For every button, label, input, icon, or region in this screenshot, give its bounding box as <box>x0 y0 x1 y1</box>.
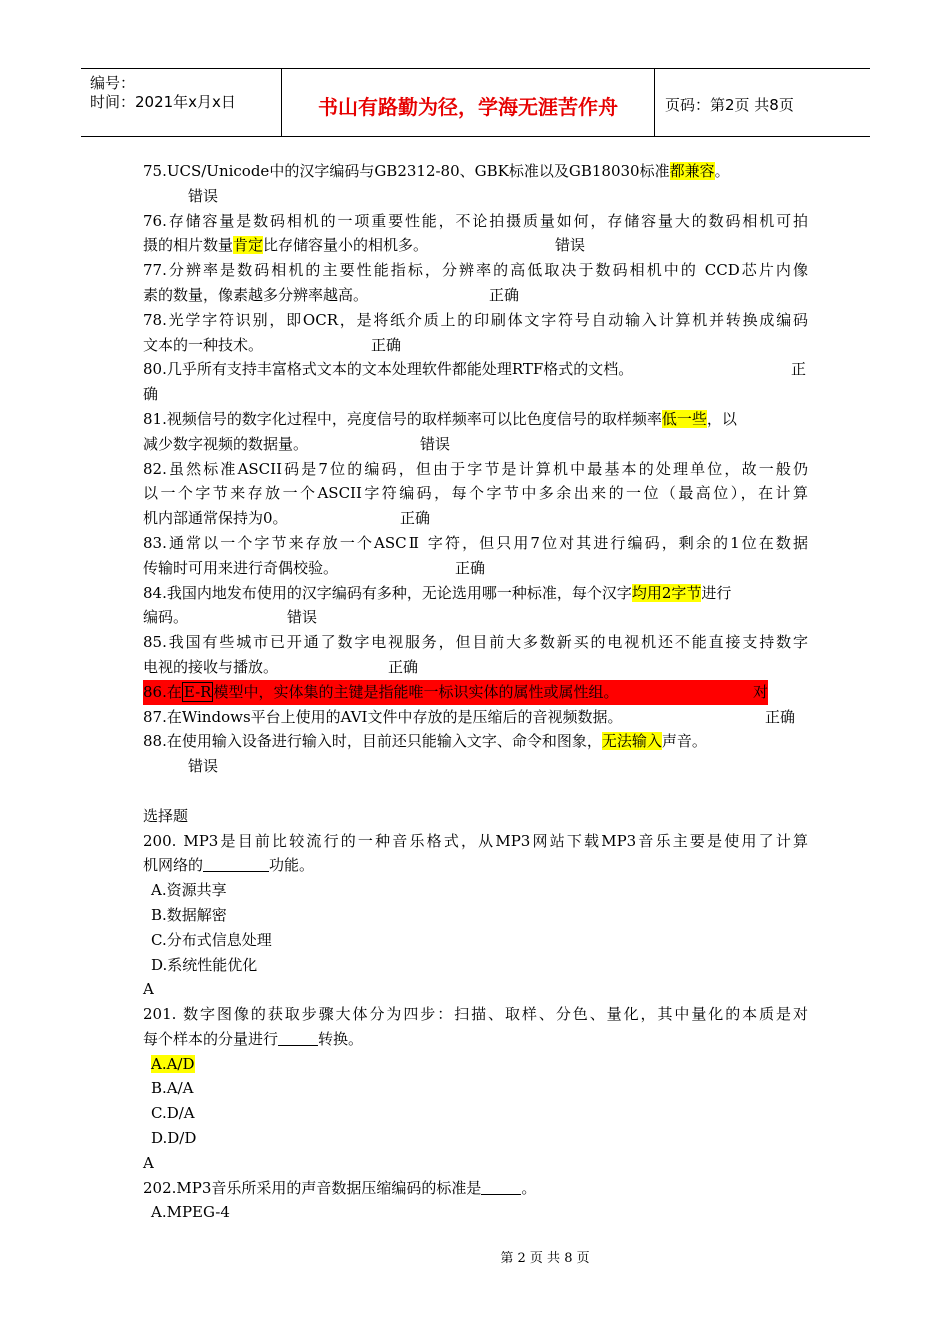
question-82-cont2 <box>143 506 808 531</box>
answer-76: 错误 <box>555 236 586 255</box>
option-b: B.数据解密 <box>151 905 227 924</box>
fill-in-blank <box>203 855 269 872</box>
answer-85: 正确 <box>388 657 419 676</box>
boxed-term: E-R <box>183 682 212 701</box>
highlighted-text: 肯定 <box>233 236 264 255</box>
option-d: D.D/D <box>151 1129 197 1148</box>
answer-78: 正确 <box>371 335 402 354</box>
question-77-cont <box>143 283 808 308</box>
question-text: ，以 <box>706 409 737 428</box>
question-87 <box>143 705 808 730</box>
question-text: 80.几乎所有支持丰富格式文本的文本处理软件都能处理RTF格式的文档。 <box>143 360 634 379</box>
answer-80: 正 <box>791 360 807 379</box>
section-title: 选择题 <box>143 806 189 825</box>
answer-88: 错误 <box>188 757 219 776</box>
question-85: 85.我国有些城市已开通了数字电视服务，但目前大多数新买的电视机还不能直接支持数字 <box>143 633 808 652</box>
highlighted-text: 无法输入 <box>601 732 662 751</box>
question-80 <box>143 357 808 382</box>
question-81-cont <box>143 432 808 457</box>
question-text: 传输时可用来进行奇偶校验。 <box>143 558 339 577</box>
question-text: 87.在Windows平台上使用的AVI文件中存放的是压缩后的音视频数据。 <box>143 707 623 726</box>
question-84 <box>143 581 808 606</box>
question-text: 84.我国内地发布使用的汉字编码有多种，无论选用哪一种标准，每个汉字 <box>143 583 632 602</box>
document-number-label: 编号： <box>90 74 136 92</box>
highlighted-text: 都兼容 <box>669 162 715 180</box>
question-78-cont <box>143 333 808 358</box>
option-c: C.D/A <box>151 1104 195 1123</box>
question-text: 减少数字视频的数据量。 <box>143 434 309 453</box>
header-page-info: 页码：第2页 共8页 <box>665 96 794 114</box>
question-200-cont <box>143 853 808 878</box>
question-82: 82.虽然标准ASCII码是7位的编码，但由于字节是计算机中最基本的处理单位，故一般仍 <box>143 459 808 478</box>
option-b: B.A/A <box>151 1079 194 1098</box>
question-83-cont <box>143 556 808 581</box>
question-202 <box>143 1176 808 1201</box>
question-76-cont <box>143 233 808 258</box>
option-a: A.资源共享 <box>151 881 227 900</box>
question-76: 76.存储容量是数码相机的一项重要性能，不论拍摄质量如何，存储容量大的数码相机可拍 <box>143 211 808 230</box>
question-text: 机网络的 <box>143 856 204 875</box>
question-84-cont <box>143 605 808 630</box>
question-text: 。 <box>521 1178 537 1197</box>
question-text: 。 <box>714 162 730 180</box>
question-text: 86.在 <box>143 682 182 701</box>
option-a <box>143 1052 808 1077</box>
header-motto: 书山有路勤为径，学海无涯苦作舟 <box>318 95 618 119</box>
option-a: A.MPEG-4 <box>151 1203 230 1222</box>
question-text: 模型中，实体集的主键是指能唯一标识实体的属性或属性组。 <box>213 682 619 701</box>
answer-200: A <box>143 980 154 999</box>
header-meta-cell <box>81 69 282 136</box>
question-text: 比存储容量小的相机多。 <box>263 236 429 255</box>
option-c: C.分布式信息处理 <box>151 930 272 949</box>
question-75 <box>143 159 808 184</box>
question-text: 81.视频信号的数字化过程中，亮度信号的取样频率可以比色度信号的取样频率 <box>143 409 662 428</box>
question-86 <box>143 680 808 705</box>
question-text: 素的数量，像素越多分辨率越高。 <box>143 285 369 304</box>
question-text: 摄的相片数量 <box>143 236 234 255</box>
answer-87: 正确 <box>765 707 796 726</box>
question-text: 转换。 <box>318 1029 364 1048</box>
question-text: 文本的一种技术。 <box>143 335 264 354</box>
answer-81: 错误 <box>420 434 451 453</box>
question-text: 声音。 <box>661 732 707 751</box>
question-77: 77.分辨率是数码相机的主要性能指标，分辨率的高低取决于数码相机中的 CCD芯片内像 <box>143 261 808 280</box>
question-201-cont <box>143 1027 808 1052</box>
answer-82: 正确 <box>400 509 431 528</box>
document-time-label: 时间：2021年x月x日 <box>90 93 236 111</box>
question-81 <box>143 407 808 432</box>
question-201: 201. 数字图像的获取步骤大体分为四步：扫描、取样、分色、量化，其中量化的本质是对 <box>143 1005 808 1024</box>
answer-86: 对 <box>753 682 769 701</box>
page-header <box>81 68 870 137</box>
question-83: 83.通常以一个字节来存放一个ASCⅡ 字符，但只用7位对其进行编码，剩余的1位在数据 <box>143 533 808 552</box>
question-200: 200. MP3是目前比较流行的一种音乐格式，从MP3网站下载MP3音乐主要是使用了计算 <box>143 831 808 850</box>
question-82-cont: 以一个字节来存放一个ASCII字符编码，每个字节中多余出来的一位（最高位），在计算 <box>143 484 808 503</box>
question-list <box>143 159 808 1225</box>
fill-in-blank <box>278 1029 318 1046</box>
question-78: 78.光学字符识别，即OCR，是将纸介质上的印刷体文字符号自动输入计算机并转换成编码 <box>143 310 808 329</box>
highlighted-red-row <box>143 680 768 705</box>
question-88 <box>143 729 808 754</box>
highlighted-text: 低一些 <box>661 409 707 428</box>
question-text: 202.MP3音乐所采用的声音数据压缩编码的标准是 <box>143 1178 482 1197</box>
question-text: 每个样本的分量进行 <box>143 1029 279 1048</box>
header-page-cell <box>655 69 870 136</box>
header-motto-cell <box>282 69 655 136</box>
answer-84: 错误 <box>287 608 318 627</box>
question-text: 88.在使用输入设备进行输入时，目前还只能输入文字、命令和图象， <box>143 732 602 751</box>
question-text: 电视的接收与播放。 <box>143 657 279 676</box>
page-footer: 第 2 页 共 8 页 <box>500 1251 590 1266</box>
answer-83: 正确 <box>455 558 486 577</box>
answer-201: A <box>143 1153 154 1172</box>
question-text: 75.UCS/Unicode中的汉字编码与GB2312-80、GBK标准以及GB18030标准 <box>143 162 670 180</box>
question-85-cont <box>143 655 808 680</box>
highlighted-option: A.A/D <box>151 1054 195 1073</box>
question-text: 进行 <box>701 583 732 602</box>
question-text: 机内部通常保持为0。 <box>143 509 288 528</box>
answer-77: 正确 <box>489 285 520 304</box>
highlighted-text: 均用2字节 <box>631 583 702 602</box>
question-text: 编码。 <box>143 608 189 627</box>
answer-75: 错误 <box>188 186 219 205</box>
answer-80-cont: 确 <box>143 385 159 404</box>
option-d: D.系统性能优化 <box>151 955 258 974</box>
fill-in-blank <box>481 1178 521 1195</box>
question-text: 功能。 <box>269 856 315 875</box>
